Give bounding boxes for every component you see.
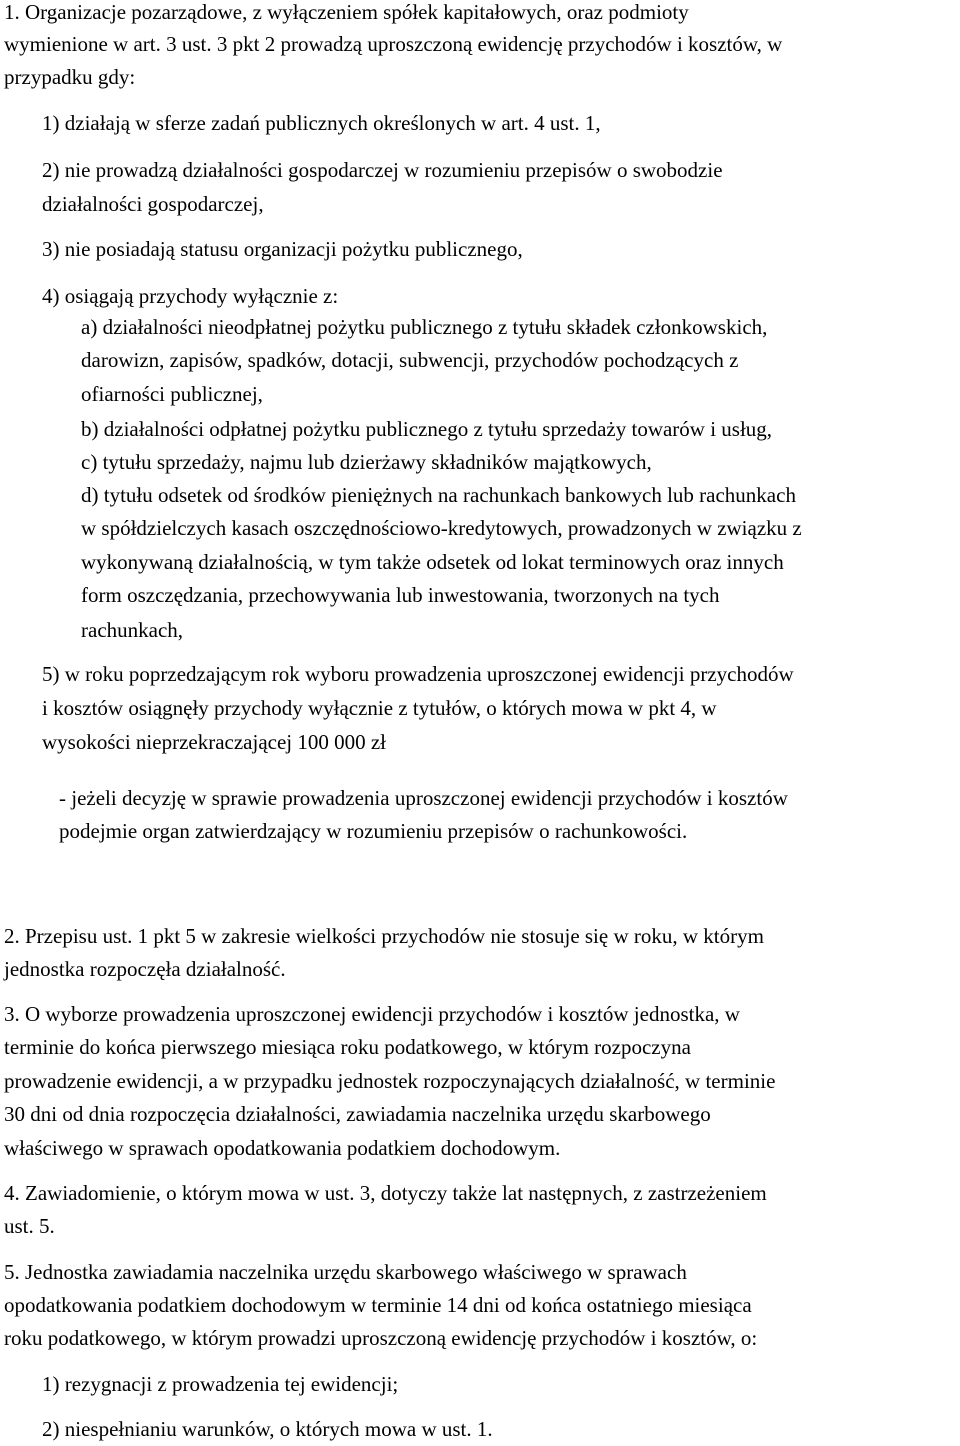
text-line: - jeżeli decyzję w sprawie prowadzenia uproszczonej ewidencji przychodów i kosztów [59, 786, 788, 810]
text-line: opodatkowania podatkiem dochodowym w terminie 14 dni od końca ostatniego miesiąca [4, 1293, 752, 1317]
text-line: wysokości nieprzekraczającej 100 000 zł [42, 730, 387, 754]
text-line: wykonywaną działalnością, w tym także odsetek od lokat terminowych oraz innych [81, 550, 784, 574]
text-line: właściwego w sprawach opodatkowania podatkiem dochodowym. [4, 1136, 561, 1160]
text-line: 2. Przepisu ust. 1 pkt 5 w zakresie wielkości przychodów nie stosuje się w roku, w którym [4, 924, 764, 948]
section-5-item-1: 1) rezygnacji z prowadzenia tej ewidencji; [42, 1372, 399, 1396]
text-line: jednostka rozpoczęła działalność. [4, 957, 286, 981]
list-item-3: 3) nie posiadają statusu organizacji pożytku publicznego, [42, 237, 523, 261]
text-line: 5) w roku poprzedzającym rok wyboru prowadzenia uproszczonej ewidencji przychodów [42, 662, 794, 686]
text-line: prowadzenie ewidencji, a w przypadku jednostek rozpoczynających działalność, w terminie [4, 1069, 776, 1093]
text-line: ust. 5. [4, 1214, 55, 1238]
text-line: w spółdzielczych kasach oszczędnościowo-kredytowych, prowadzonych w związku z [81, 516, 802, 540]
text-line: działalności gospodarczej, [42, 192, 264, 216]
list-item-4: 4) osiągają przychody wyłącznie z: [42, 284, 339, 308]
text-line: podejmie organ zatwierdzający w rozumieniu przepisów o rachunkowości. [59, 819, 688, 843]
text-line: 3. O wyborze prowadzenia uproszczonej ewidencji przychodów i kosztów jednostka, w [4, 1002, 740, 1026]
text-line: 4. Zawiadomienie, o którym mowa w ust. 3, dotyczy także lat następnych, z zastrzeżeniem [4, 1181, 767, 1205]
list-item-1: 1) działają w sferze zadań publicznych określonych w art. 4 ust. 1, [42, 111, 601, 135]
text-line: rachunkach, [81, 618, 184, 642]
text-line: 1. Organizacje pozarządowe, z wyłączeniem spółek kapitałowych, oraz podmioty [4, 0, 689, 24]
text-line: d) tytułu odsetek od środków pieniężnych na rachunkach bankowych lub rachunkach [81, 483, 796, 507]
text-line: 2) nie prowadzą działalności gospodarczej w rozumieniu przepisów o swobodzie [42, 158, 723, 182]
text-line: 5. Jednostka zawiadamia naczelnika urzędu skarbowego właściwego w sprawach [4, 1260, 687, 1284]
text-line: ofiarności publicznej, [81, 382, 263, 406]
text-line: form oszczędzania, przechowywania lub inwestowania, tworzonych na tych [81, 583, 720, 607]
text-line: przypadku gdy: [4, 65, 136, 89]
list-item-4b: b) działalności odpłatnej pożytku publicznego z tytułu sprzedaży towarów i usług, [81, 417, 773, 441]
text-line: darowizn, zapisów, spadków, dotacji, subwencji, przychodów pochodzących z [81, 348, 739, 372]
text-line: terminie do końca pierwszego miesiąca roku podatkowego, w którym rozpoczyna [4, 1035, 691, 1059]
section-5-item-2: 2) niespełnianiu warunków, o których mowa w ust. 1. [42, 1417, 493, 1441]
text-line: roku podatkowego, w którym prowadzi uproszczoną ewidencję przychodów i kosztów, o: [4, 1326, 758, 1350]
text-line: wymienione w art. 3 ust. 3 pkt 2 prowadzą uproszczoną ewidencję przychodów i kosztów, w [4, 32, 783, 56]
text-line: a) działalności nieodpłatnej pożytku publicznego z tytułu składek członkowskich, [81, 315, 768, 339]
text-line: 30 dni od dnia rozpoczęcia działalności, zawiadamia naczelnika urzędu skarbowego [4, 1102, 711, 1126]
text-line: i kosztów osiągnęły przychody wyłącznie z tytułów, o których mowa w pkt 4, w [42, 696, 717, 720]
list-item-4c: c) tytułu sprzedaży, najmu lub dzierżawy składników majątkowych, [81, 450, 652, 474]
